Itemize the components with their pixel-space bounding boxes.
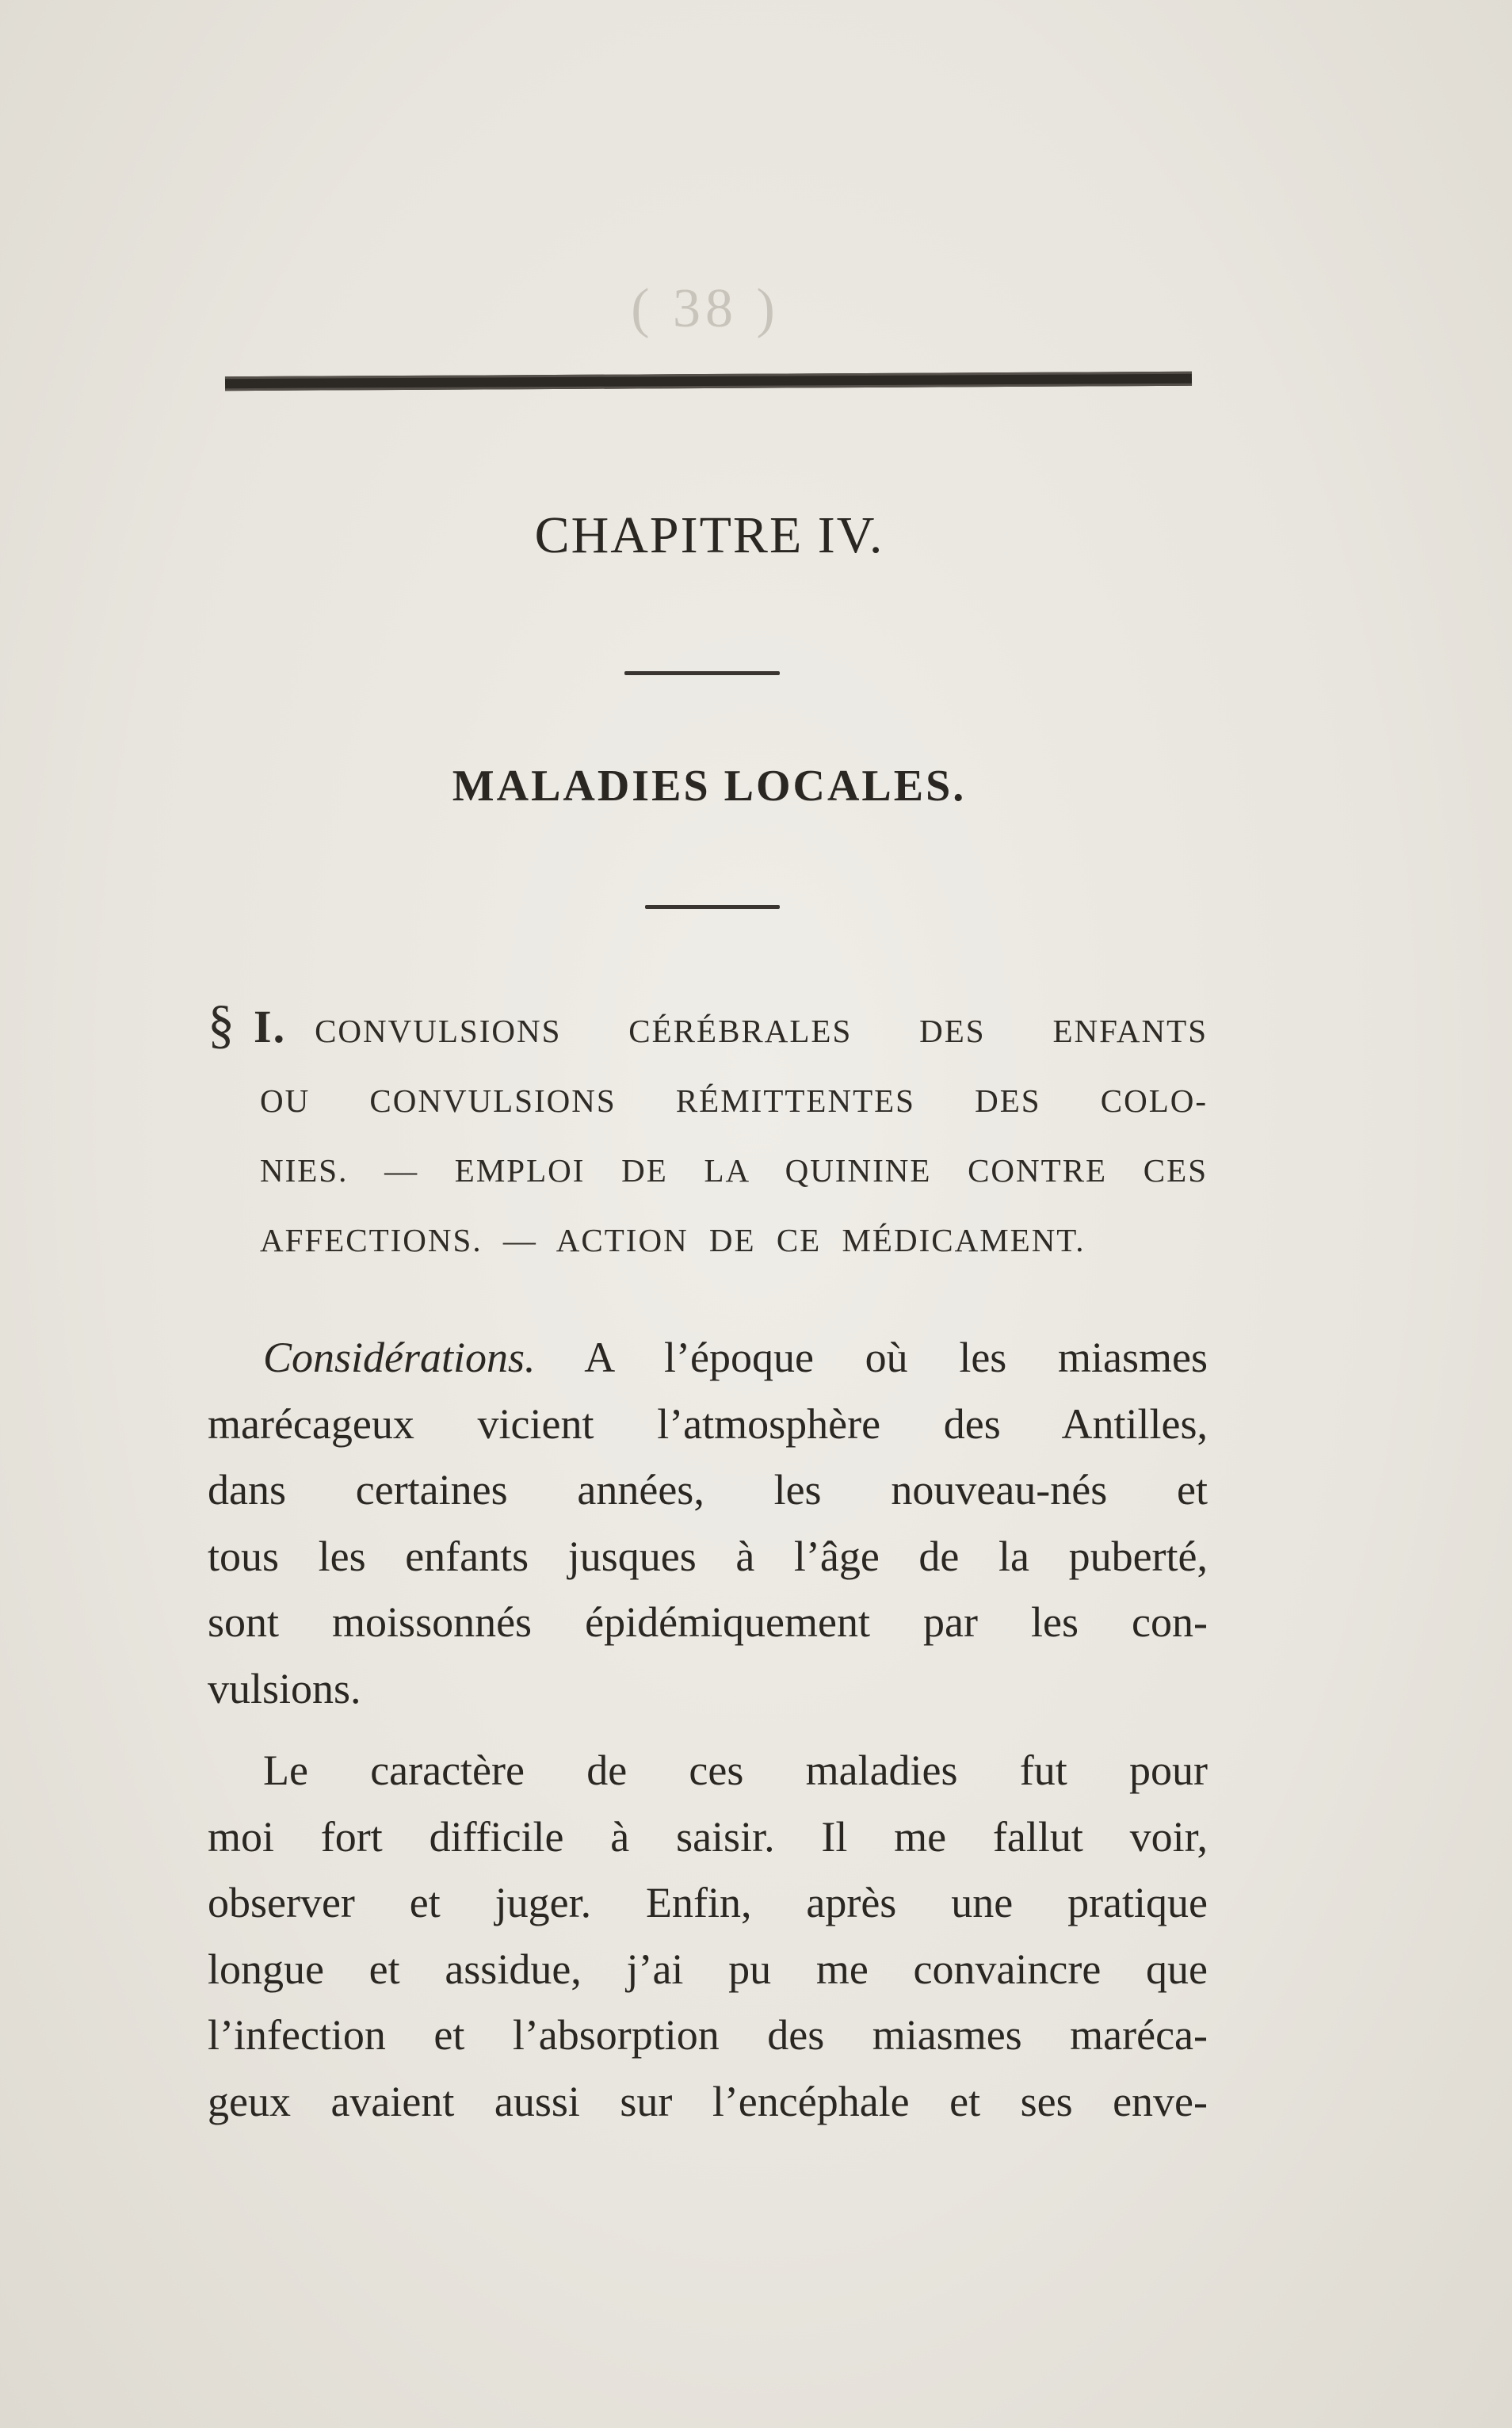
subsection-line-3: NIES. — EMPLOI DE LA QUININE CONTRE CES — [260, 1152, 1208, 1189]
page-number: ( 38 ) — [631, 278, 780, 339]
paragraph-gap — [208, 1722, 1208, 1738]
subsection-line-4: AFFECTIONS. — ACTION DE CE MÉDICAMENT. — [260, 1222, 1086, 1258]
paragraph-2-line-4: longue et assidue, j’ai pu me convaincre que — [208, 1945, 1208, 1993]
section-mark: § — [208, 994, 236, 1054]
section-title: MALADIES LOCALES. — [452, 762, 967, 811]
paragraph-1-line-4: tous les enfants jusques à l’âge de la puberté, — [208, 1532, 1208, 1580]
section-divider — [645, 905, 780, 909]
paragraph-2-line-3: observer et juger. Enfin, après une pratique — [208, 1879, 1208, 1926]
paragraph-1-line-1 — [208, 1325, 1208, 1392]
chapter-divider — [624, 671, 780, 675]
body-text — [208, 1325, 1208, 2135]
paragraph-lead: Considérations. — [263, 1334, 536, 1381]
paragraph-1-line-2: marécageux vicient l’atmosphère des Antilles, — [208, 1399, 1208, 1448]
paragraph-2-line-6: geux avaient aussi sur l’encéphale et ses enve- — [208, 2077, 1208, 2125]
paragraph-1-line-3: dans certaines années, les nouveau-nés et — [208, 1466, 1208, 1514]
paragraph-2-line-2: moi fort difficile à saisir. Il me fallut voir, — [208, 1812, 1208, 1861]
subsection-number: I. — [254, 1001, 287, 1052]
paragraph-2-line-1: Le caractère de ces maladies fut pour — [263, 1747, 1208, 1794]
header-rule — [225, 372, 1192, 391]
subsection-line-2: OU CONVULSIONS RÉMITTENTES DES COLO- — [260, 1082, 1208, 1119]
subsection-line-1 — [208, 989, 1208, 1066]
paragraph-1-first-line: A l’époque où les miasmes — [535, 1334, 1208, 1381]
chapter-title: CHAPITRE IV. — [534, 506, 884, 564]
paragraph-2-line-5: l’infection et l’absorption des miasmes maréca- — [208, 2011, 1208, 2059]
paragraph-1-line-6: vulsions. — [208, 1664, 361, 1712]
subsection-text: CONVULSIONS CÉRÉBRALES DES ENFANTS — [315, 1013, 1208, 1049]
paragraph-1-line-5: sont moissonnés épidémiquement par les con- — [208, 1598, 1208, 1646]
subsection-heading — [208, 989, 1208, 1275]
